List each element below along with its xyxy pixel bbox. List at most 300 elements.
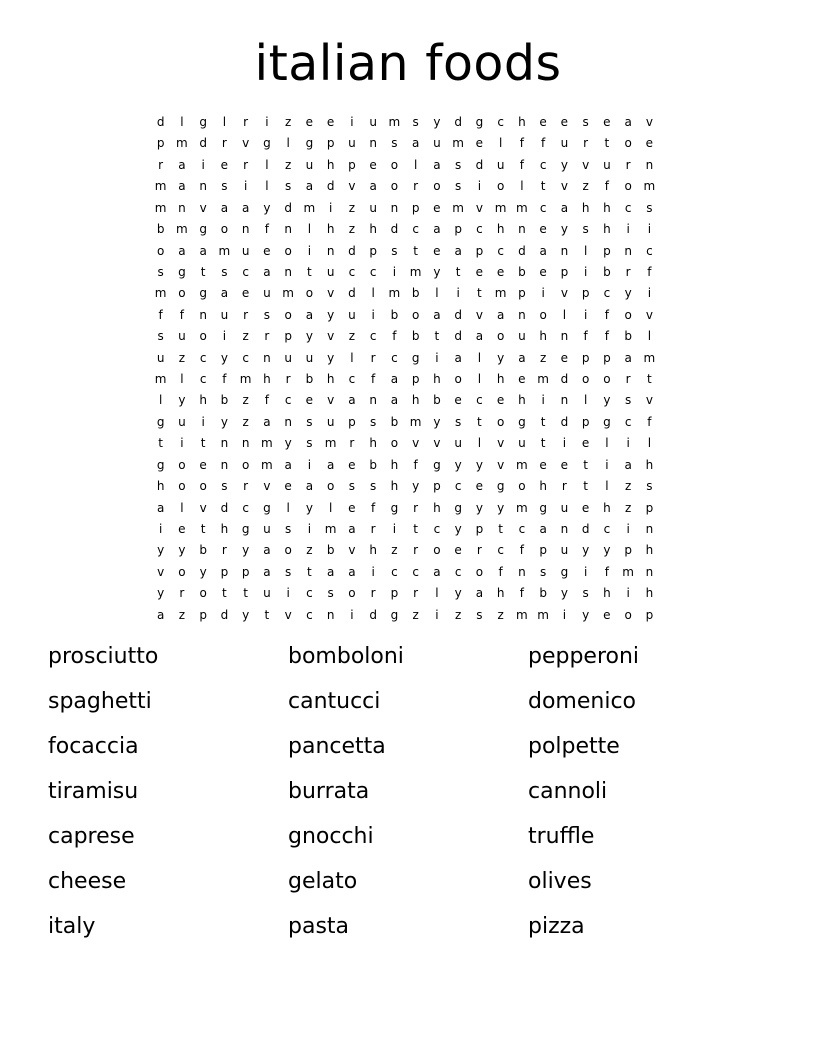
grid-letter: d	[560, 372, 569, 387]
grid-letter: u	[220, 307, 229, 322]
grid-letter: f	[413, 457, 418, 472]
grid-letter: a	[241, 200, 250, 215]
grid-letter: s	[306, 414, 313, 429]
grid-letter: l	[180, 372, 184, 387]
grid-letter: l	[307, 222, 312, 237]
grid-letter: i	[371, 564, 375, 579]
grid-row	[150, 262, 670, 283]
grid-letter: m	[409, 264, 422, 279]
grid-letter: o	[624, 607, 632, 622]
grid-letter: p	[390, 586, 399, 601]
grid-letter: p	[603, 243, 611, 258]
grid-letter: r	[349, 436, 355, 451]
grid-letter: t	[455, 264, 461, 279]
grid-row	[150, 369, 670, 390]
grid-letter: h	[496, 222, 505, 237]
grid-letter: i	[307, 522, 312, 537]
grid-letter: o	[603, 372, 611, 387]
grid-letter: s	[306, 436, 313, 451]
grid-letter: a	[284, 457, 292, 472]
grid-letter: n	[518, 564, 526, 579]
grid-letter: o	[581, 372, 590, 387]
grid-letter: u	[433, 136, 441, 151]
grid-letter: i	[647, 222, 652, 237]
grid-letter: e	[369, 157, 377, 172]
grid-letter: o	[433, 179, 441, 194]
grid-letter: r	[243, 307, 249, 322]
grid-row	[150, 326, 670, 347]
grid-letter: h	[326, 222, 335, 237]
grid-letter: d	[348, 243, 356, 258]
word-bank-item: italy	[48, 914, 96, 939]
grid-letter: p	[581, 414, 590, 429]
grid-letter: y	[624, 286, 632, 301]
grid-letter: c	[242, 350, 249, 365]
grid-letter: u	[263, 586, 271, 601]
grid-letter: i	[243, 179, 248, 194]
grid-letter: f	[519, 586, 524, 601]
grid-letter: y	[327, 350, 335, 365]
grid-letter: s	[539, 564, 547, 579]
grid-letter: a	[433, 564, 441, 579]
grid-letter: r	[221, 543, 227, 558]
grid-letter: n	[326, 243, 335, 258]
grid-letter: t	[307, 564, 312, 579]
grid-letter: i	[371, 307, 375, 322]
grid-letter: f	[519, 543, 524, 558]
grid-letter: f	[519, 157, 524, 172]
grid-letter: m	[324, 436, 337, 451]
grid-letter: h	[539, 329, 547, 344]
grid-letter: y	[242, 607, 250, 622]
grid-letter: v	[582, 157, 590, 172]
grid-letter: e	[475, 479, 484, 494]
grid-letter: y	[560, 157, 568, 172]
word-search-grid	[150, 112, 670, 626]
grid-letter: e	[241, 286, 250, 301]
grid-letter: h	[645, 543, 654, 558]
grid-letter: d	[369, 607, 377, 622]
grid-letter: y	[178, 393, 186, 408]
grid-letter: s	[646, 479, 653, 494]
grid-letter: c	[454, 564, 462, 579]
grid-letter: z	[497, 607, 504, 622]
grid-letter: e	[454, 543, 462, 558]
grid-letter: g	[199, 286, 207, 301]
grid-letter: t	[540, 414, 546, 429]
grid-letter: g	[241, 522, 250, 537]
grid-letter: a	[496, 307, 505, 322]
grid-letter: c	[476, 393, 483, 408]
grid-letter: r	[370, 586, 376, 601]
grid-letter: t	[413, 522, 418, 537]
grid-letter: o	[220, 222, 229, 237]
grid-letter: a	[624, 115, 632, 129]
grid-letter: h	[156, 479, 165, 494]
grid-letter: r	[243, 157, 249, 172]
grid-letter: l	[158, 393, 163, 408]
grid-letter: h	[369, 543, 377, 558]
word-bank-item: prosciutto	[48, 644, 159, 669]
grid-letter: e	[581, 500, 590, 515]
grid-letter: z	[242, 329, 249, 344]
grid-letter: a	[326, 457, 335, 472]
grid-letter: g	[475, 115, 484, 129]
grid-letter: v	[475, 307, 483, 322]
grid-letter: o	[284, 543, 292, 558]
grid-letter: u	[560, 543, 569, 558]
grid-letter: e	[518, 372, 526, 387]
grid-letter: z	[454, 607, 462, 622]
grid-letter: a	[305, 479, 314, 494]
grid-letter: e	[199, 457, 207, 472]
grid-letter: a	[348, 564, 356, 579]
grid-row	[150, 455, 670, 476]
grid-letter: i	[222, 329, 227, 344]
grid-letter: p	[411, 200, 420, 215]
grid-row	[150, 348, 670, 369]
grid-letter: m	[388, 115, 401, 129]
grid-letter: p	[475, 243, 484, 258]
grid-letter: z	[624, 479, 632, 494]
grid-letter: z	[284, 115, 292, 129]
grid-letter: o	[496, 414, 505, 429]
grid-letter: f	[264, 393, 269, 408]
grid-letter: o	[624, 136, 632, 151]
grid-letter: c	[476, 222, 483, 237]
grid-letter: n	[560, 329, 569, 344]
grid-letter: m	[516, 607, 528, 622]
grid-letter: c	[603, 522, 611, 537]
grid-letter: h	[603, 200, 611, 215]
grid-letter: v	[645, 307, 653, 322]
grid-letter: c	[369, 264, 377, 279]
grid-letter: m	[176, 136, 188, 151]
grid-letter: m	[409, 414, 422, 429]
grid-letter: g	[199, 115, 207, 129]
grid-letter: d	[560, 414, 569, 429]
grid-letter: r	[285, 372, 291, 387]
grid-letter: s	[263, 307, 270, 322]
grid-letter: t	[498, 522, 503, 537]
grid-letter: s	[369, 414, 377, 429]
grid-letter: u	[348, 307, 356, 322]
grid-letter: c	[624, 414, 632, 429]
word-bank-item: pizza	[528, 914, 585, 939]
grid-letter: b	[156, 222, 165, 237]
grid-letter: n	[220, 436, 229, 451]
grid-letter: h	[603, 222, 611, 237]
grid-letter: n	[645, 564, 654, 579]
grid-row	[150, 433, 670, 454]
grid-letter: m	[537, 607, 549, 622]
word-bank-item: olives	[528, 869, 592, 894]
grid-letter: n	[241, 222, 250, 237]
grid-letter: h	[645, 457, 654, 472]
grid-letter: s	[582, 115, 589, 129]
grid-letter: n	[645, 157, 654, 172]
grid-letter: a	[369, 179, 377, 194]
grid-letter: m	[494, 286, 507, 301]
grid-letter: n	[645, 522, 654, 537]
grid-letter: v	[475, 200, 483, 215]
grid-letter: d	[518, 243, 526, 258]
grid-letter: f	[541, 136, 546, 151]
grid-letter: o	[305, 286, 314, 301]
grid-letter: r	[625, 157, 631, 172]
grid-letter: d	[581, 522, 590, 537]
grid-letter: n	[369, 136, 377, 151]
grid-letter: m	[516, 457, 528, 472]
grid-letter: b	[305, 372, 314, 387]
grid-letter: h	[433, 372, 441, 387]
grid-letter: v	[645, 393, 653, 408]
grid-row	[150, 412, 670, 433]
grid-letter: m	[537, 372, 549, 387]
grid-letter: a	[454, 350, 462, 365]
grid-letter: b	[199, 543, 207, 558]
grid-letter: d	[326, 179, 335, 194]
grid-letter: c	[412, 564, 419, 579]
grid-letter: a	[156, 607, 165, 622]
grid-letter: b	[518, 264, 526, 279]
grid-letter: c	[539, 157, 547, 172]
grid-letter: m	[303, 200, 316, 215]
grid-letter: y	[327, 307, 335, 322]
grid-letter: g	[263, 136, 271, 151]
grid-letter: l	[583, 393, 588, 408]
grid-letter: z	[348, 222, 356, 237]
grid-letter: y	[560, 222, 568, 237]
grid-letter: e	[348, 457, 356, 472]
grid-letter: o	[433, 543, 441, 558]
grid-letter: i	[583, 564, 588, 579]
grid-letter: c	[199, 372, 207, 387]
grid-letter: l	[647, 329, 652, 344]
grid-letter: u	[178, 329, 186, 344]
grid-letter: u	[348, 136, 356, 151]
grid-letter: h	[411, 393, 420, 408]
grid-letter: a	[178, 243, 186, 258]
grid-letter: y	[178, 543, 186, 558]
grid-letter: z	[178, 350, 186, 365]
grid-letter: z	[284, 157, 292, 172]
grid-letter: s	[454, 414, 462, 429]
grid-letter: p	[581, 350, 590, 365]
grid-letter: o	[178, 479, 186, 494]
grid-letter: d	[454, 307, 462, 322]
grid-letter: c	[646, 243, 653, 258]
grid-letter: h	[220, 522, 229, 537]
grid-letter: c	[348, 372, 356, 387]
grid-letter: e	[284, 479, 292, 494]
grid-letter: l	[562, 307, 567, 322]
grid-letter: h	[496, 586, 505, 601]
grid-letter: o	[390, 436, 399, 451]
grid-row	[150, 540, 670, 561]
grid-letter: p	[645, 607, 654, 622]
grid-letter: y	[263, 200, 271, 215]
grid-letter: t	[200, 522, 206, 537]
grid-letter: a	[263, 564, 271, 579]
grid-letter: l	[647, 436, 652, 451]
grid-letter: h	[603, 586, 611, 601]
grid-letter: u	[496, 157, 505, 172]
grid-letter: u	[603, 157, 611, 172]
grid-letter: m	[282, 286, 294, 301]
grid-letter: i	[626, 436, 630, 451]
grid-row	[150, 283, 670, 304]
grid-letter: n	[624, 243, 632, 258]
grid-letter: o	[496, 329, 505, 344]
grid-letter: r	[561, 479, 567, 494]
grid-letter: l	[435, 586, 439, 601]
grid-letter: e	[496, 264, 505, 279]
grid-letter: c	[497, 115, 504, 129]
grid-letter: n	[241, 436, 250, 451]
grid-letter: h	[496, 372, 505, 387]
grid-letter: t	[540, 179, 546, 194]
grid-letter: b	[411, 329, 420, 344]
grid-row	[150, 583, 670, 604]
grid-letter: s	[582, 222, 589, 237]
grid-letter: t	[413, 243, 418, 258]
grid-letter: z	[582, 179, 589, 194]
grid-letter: u	[263, 522, 271, 537]
grid-letter: l	[180, 115, 184, 129]
grid-letter: p	[348, 157, 356, 172]
grid-letter: p	[326, 136, 335, 151]
grid-row	[150, 155, 670, 176]
grid-letter: a	[199, 243, 207, 258]
grid-letter: g	[305, 136, 314, 151]
grid-letter: c	[306, 586, 313, 601]
grid-letter: m	[239, 372, 252, 387]
grid-letter: o	[475, 564, 484, 579]
grid-letter: a	[156, 500, 165, 515]
grid-letter: a	[178, 157, 186, 172]
grid-letter: e	[603, 607, 611, 622]
grid-letter: p	[539, 543, 547, 558]
grid-letter: f	[498, 564, 503, 579]
grid-letter: f	[604, 329, 609, 344]
grid-letter: c	[433, 522, 441, 537]
word-bank-item: cheese	[48, 869, 127, 894]
grid-letter: u	[305, 157, 314, 172]
grid-letter: a	[326, 564, 335, 579]
grid-letter: h	[390, 479, 399, 494]
grid-letter: s	[221, 179, 228, 194]
grid-letter: v	[645, 115, 653, 129]
grid-letter: u	[284, 350, 292, 365]
grid-letter: y	[582, 543, 590, 558]
grid-letter: r	[179, 586, 185, 601]
grid-letter: n	[199, 307, 207, 322]
grid-letter: m	[261, 436, 273, 451]
grid-letter: n	[284, 264, 292, 279]
grid-letter: s	[221, 264, 228, 279]
grid-letter: a	[390, 372, 399, 387]
grid-letter: e	[475, 264, 484, 279]
grid-letter: c	[497, 543, 504, 558]
grid-letter: t	[200, 436, 206, 451]
grid-letter: a	[305, 307, 314, 322]
word-bank-item: spaghetti	[48, 689, 152, 714]
grid-letter: t	[477, 414, 482, 429]
grid-letter: v	[327, 286, 335, 301]
grid-letter: m	[622, 564, 634, 579]
grid-letter: n	[369, 393, 377, 408]
grid-letter: e	[645, 136, 654, 151]
grid-letter: f	[583, 329, 588, 344]
grid-letter: c	[242, 264, 249, 279]
grid-letter: a	[348, 393, 356, 408]
grid-letter: v	[497, 457, 505, 472]
grid-letter: n	[560, 243, 569, 258]
grid-letter: r	[243, 479, 249, 494]
grid-letter: v	[560, 286, 568, 301]
grid-letter: y	[220, 350, 228, 365]
grid-letter: a	[305, 179, 314, 194]
grid-row	[150, 219, 670, 240]
grid-letter: f	[179, 307, 184, 322]
grid-letter: y	[157, 543, 165, 558]
grid-letter: m	[154, 200, 167, 215]
grid-letter: o	[326, 479, 335, 494]
grid-letter: m	[176, 222, 188, 237]
grid-letter: z	[539, 350, 547, 365]
grid-letter: i	[435, 607, 439, 622]
grid-letter: r	[243, 115, 249, 129]
grid-letter: u	[305, 350, 314, 365]
grid-letter: g	[411, 350, 420, 365]
grid-letter: u	[560, 136, 569, 151]
grid-letter: y	[433, 264, 441, 279]
grid-letter: c	[369, 329, 377, 344]
grid-letter: t	[222, 586, 227, 601]
grid-letter: o	[199, 329, 207, 344]
grid-letter: v	[497, 436, 505, 451]
grid-letter: s	[391, 243, 398, 258]
grid-letter: p	[603, 350, 611, 365]
grid-row	[150, 305, 670, 326]
grid-letter: p	[433, 479, 441, 494]
grid-letter: i	[583, 264, 588, 279]
grid-letter: u	[263, 286, 271, 301]
grid-row	[150, 476, 670, 497]
grid-letter: p	[624, 543, 632, 558]
grid-letter: s	[348, 479, 355, 494]
grid-letter: c	[539, 200, 547, 215]
grid-letter: m	[516, 200, 528, 215]
grid-letter: c	[518, 522, 526, 537]
grid-letter: r	[625, 264, 631, 279]
grid-letter: m	[452, 136, 464, 151]
grid-letter: u	[369, 200, 377, 215]
grid-letter: b	[624, 329, 632, 344]
grid-letter: s	[284, 522, 292, 537]
grid-letter: i	[307, 243, 312, 258]
grid-letter: y	[284, 436, 292, 451]
grid-letter: v	[199, 500, 207, 515]
word-bank-item: focaccia	[48, 734, 139, 759]
grid-letter: c	[497, 243, 504, 258]
grid-letter: v	[242, 136, 250, 151]
grid-letter: e	[305, 393, 314, 408]
grid-letter: u	[326, 264, 335, 279]
grid-letter: y	[475, 500, 483, 515]
grid-letter: s	[369, 479, 377, 494]
